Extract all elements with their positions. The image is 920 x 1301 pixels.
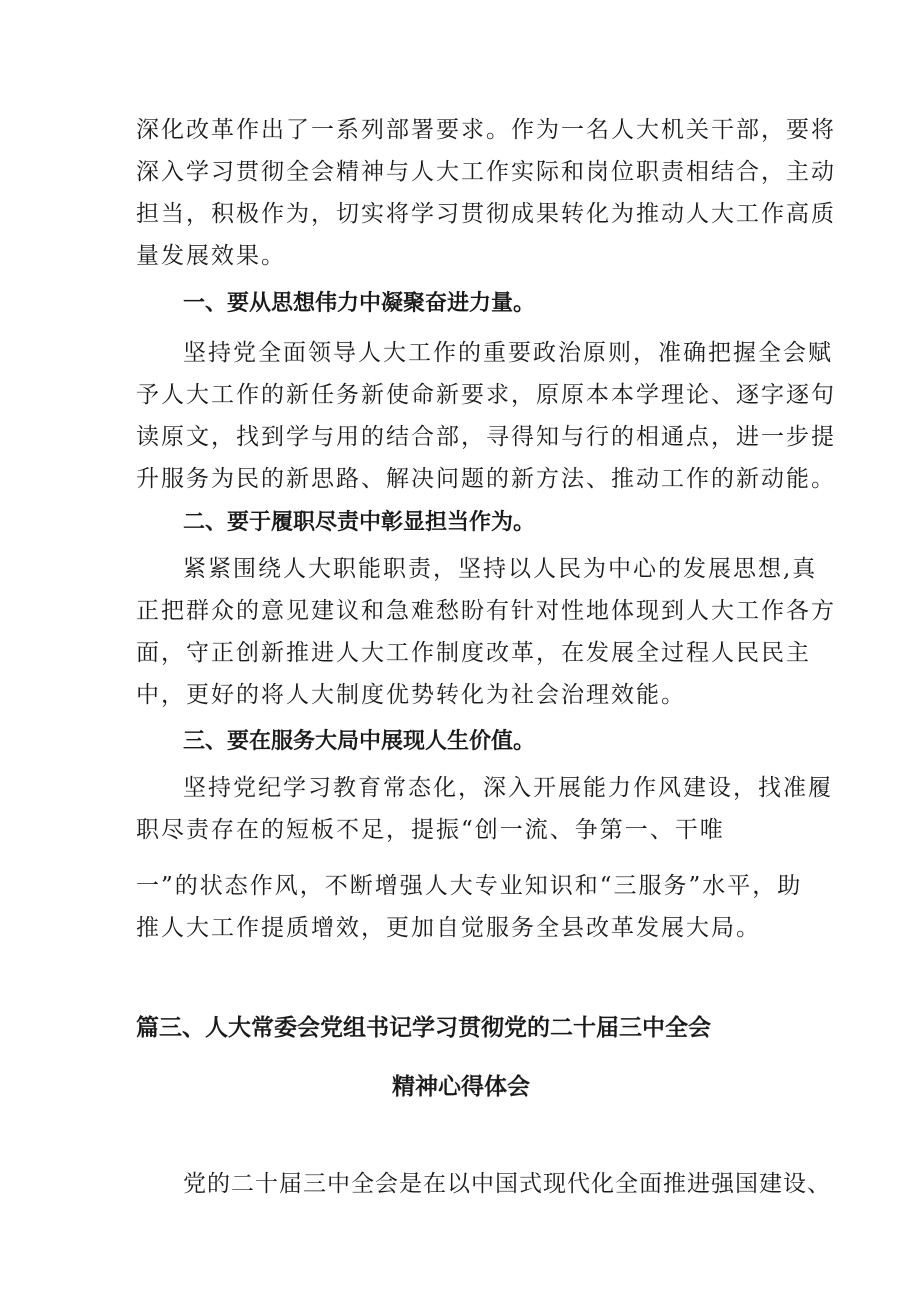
section1-line-2: 予人大工作的新任务新使命新要求，原原本本学理论、逐字逐句 <box>136 382 836 408</box>
section3-line-2: 职尽责存在的短板不足，提振“创一流、争第一、干唯 <box>136 817 725 843</box>
intro-line-2: 深入学习贯彻全会精神与人大工作实际和岗位职责相结合，主动 <box>136 159 836 185</box>
section2-line-4: 中，更好的将人大制度优势转化为社会治理效能。 <box>136 682 686 708</box>
section2-line-2: 正把群众的意见建议和急难愁盼有针对性地体现到人大工作各方 <box>136 598 836 624</box>
article3-first-line: 党的二十届三中全会是在以中国式现代化全面推进强国建设、 <box>183 1171 831 1197</box>
section1-line-1: 坚持党全面领导人大工作的重要政治原则，准确把握全会赋 <box>183 340 833 366</box>
intro-line-3: 担当，积极作为，切实将学习贯彻成果转化为推动人大工作高质 <box>136 201 836 227</box>
intro-line-1: 深化改革作出了一系列部署要求。作为一名人大机关干部，要将 <box>136 117 836 143</box>
section3-heading: 三、要在服务大局中展现人生价值。 <box>183 729 536 754</box>
section1-heading: 一、要从思想伟力中凝聚奋进力量。 <box>183 291 536 316</box>
section3-line-3: 一”的状态作风，不断增强人大专业知识和“三服务”水平，助 <box>136 873 803 899</box>
intro-line-4: 量发展效果。 <box>136 243 286 269</box>
section2-heading: 二、要于履职尽责中彰显担当作为。 <box>183 510 536 535</box>
article3-title-line-2: 精神心得体会 <box>392 1074 530 1100</box>
article3-title-line-1: 篇三、人大常委会党组书记学习贯彻党的二十届三中全会 <box>136 1015 711 1041</box>
section3-line-4: 推人大工作提质增效，更加自觉服务全县改革发展大局。 <box>136 915 761 941</box>
section2-line-3: 面，守正创新推进人大工作制度改革，在发展全过程人民民主 <box>136 640 811 666</box>
section3-line-1: 坚持党纪学习教育常态化，深入开展能力作风建设，找准履 <box>183 775 833 801</box>
section2-line-1: 紧紧围绕人大职能职责，坚持以人民为中心的发展思想,真 <box>183 556 818 582</box>
section1-line-4: 升服务为民的新思路、解决问题的新方法、推动工作的新动能。 <box>136 466 836 492</box>
section1-line-3: 读原文，找到学与用的结合部，寻得知与行的相通点，进一步提 <box>136 424 836 450</box>
